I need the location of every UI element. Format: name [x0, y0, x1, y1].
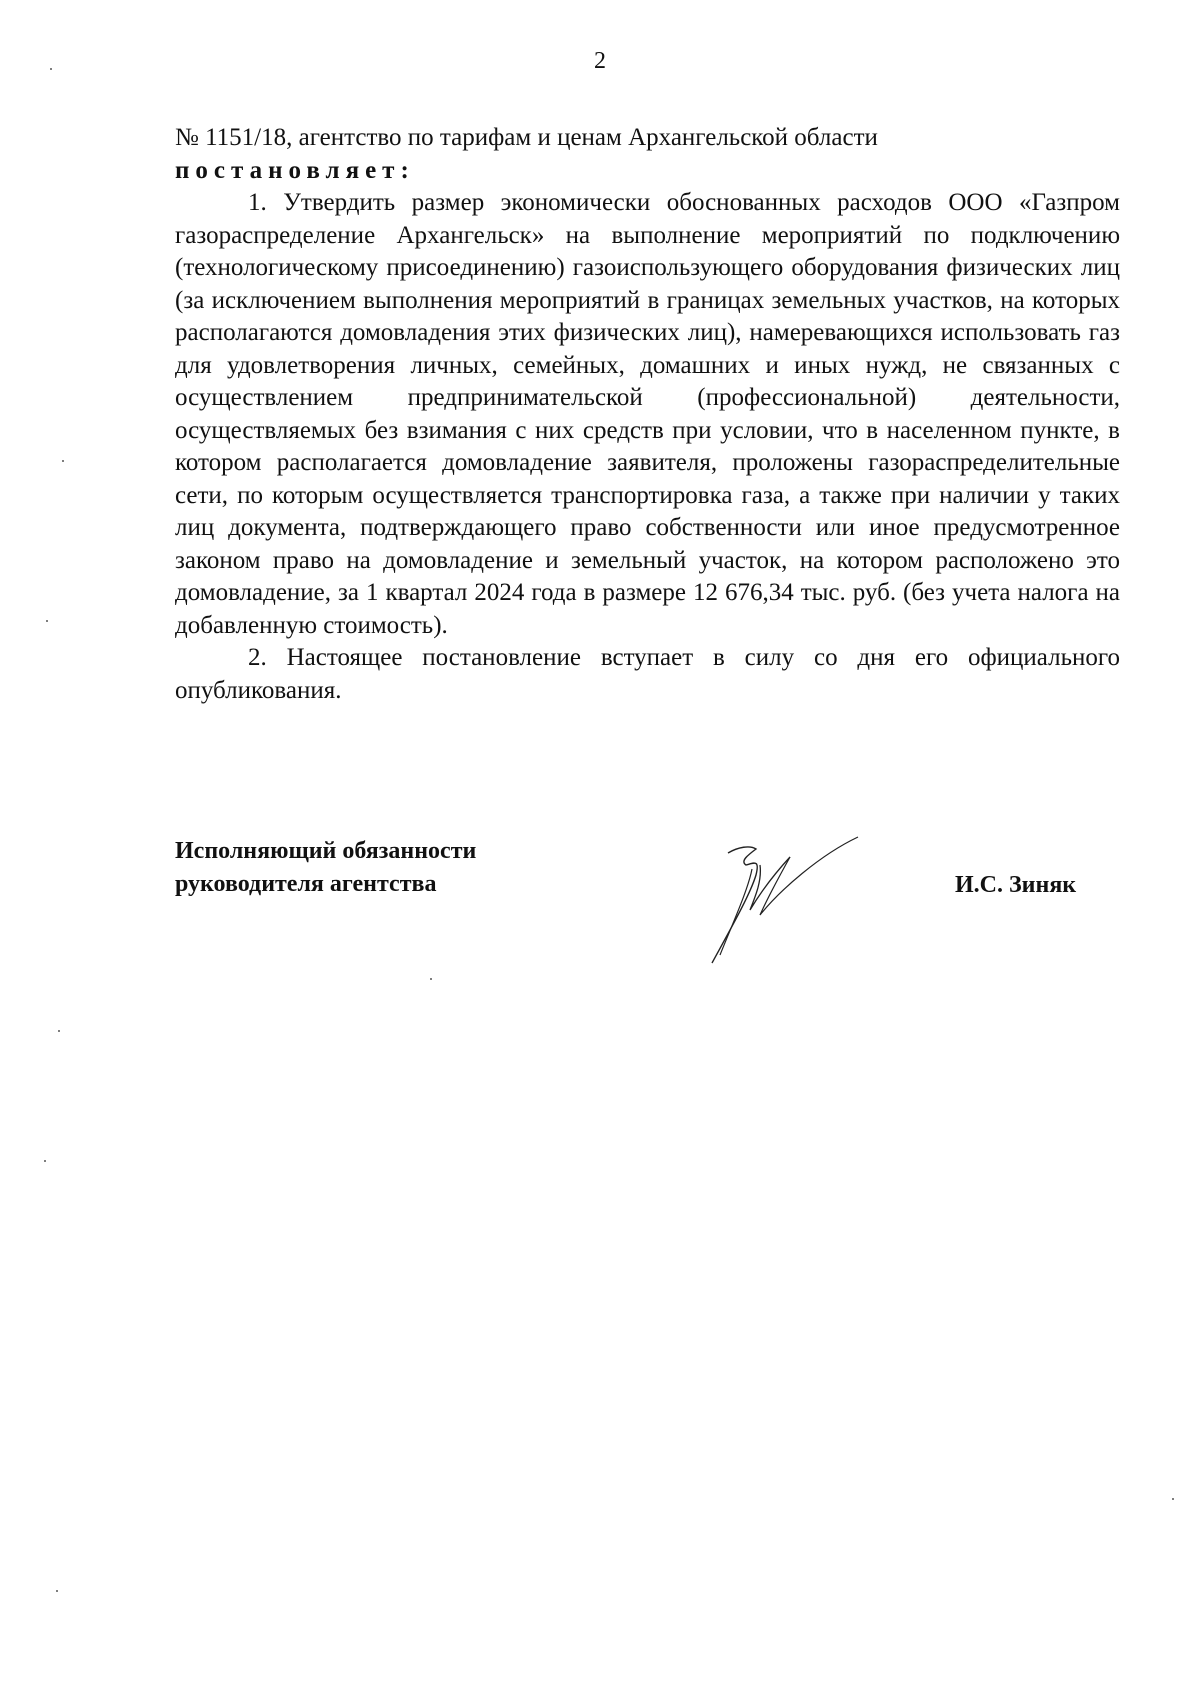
signatory-title-line-1: Исполняющий обязанности: [175, 838, 477, 864]
page-number: 2: [594, 48, 606, 74]
scan-speck: [56, 1590, 58, 1592]
scan-speck: [58, 1030, 60, 1032]
scan-speck: [1172, 1498, 1174, 1500]
paragraph-2: 2. Настоящее постановление вступает в силу со дня его официального опубликования.: [175, 644, 1120, 704]
document-body: [175, 122, 1120, 707]
signatory-title-line-2: руководителя агентства: [175, 871, 437, 897]
scan-speck: [430, 978, 432, 980]
preamble-line: № 1151/18, агентство по тарифам и ценам Архангельской области: [175, 124, 878, 151]
paragraph-1: 1. Утвердить размер экономически обоснованных расходов ООО «Газпром газораспределение Архангельск» на выполнение мероприятий по подключению (технологическому присоединению) газоиспользующего оборудования физических лиц (за исключением выполнения мероприятий в границах земельных участков, на которых располагаются домовладения этих физических лиц), намеревающихся использовать газ для удовлетворения личных, семейных, домашних и иных нужд, не связанных с осуществлением предпринимательской (профессиональной) деятельности, осуществляемых без взимания с них средств при условии, что в населенном пункте, в котором располагается домовладение заявителя, проложены газораспределительные сети, по которым осуществляется транспортировка газа, а также при наличии у таких лиц документа, подтверждающего право собственности или иное предусмотренное законом право на домовладение и земельный участок, на котором расположено это домовладение, за 1 квартал 2024 года в размере 12 676,34 тыс. руб. (без учета налога на добавленную стоимость).: [175, 189, 1120, 639]
scan-speck: [62, 460, 64, 462]
signatory-name: И.С. Зиняк: [955, 872, 1077, 898]
scan-speck: [44, 1160, 46, 1162]
scan-speck: [46, 620, 48, 622]
handwritten-signature: [690, 835, 890, 965]
decree-word: постановляет:: [175, 156, 415, 184]
signatory-title: [175, 835, 476, 901]
scan-speck: [50, 68, 52, 70]
